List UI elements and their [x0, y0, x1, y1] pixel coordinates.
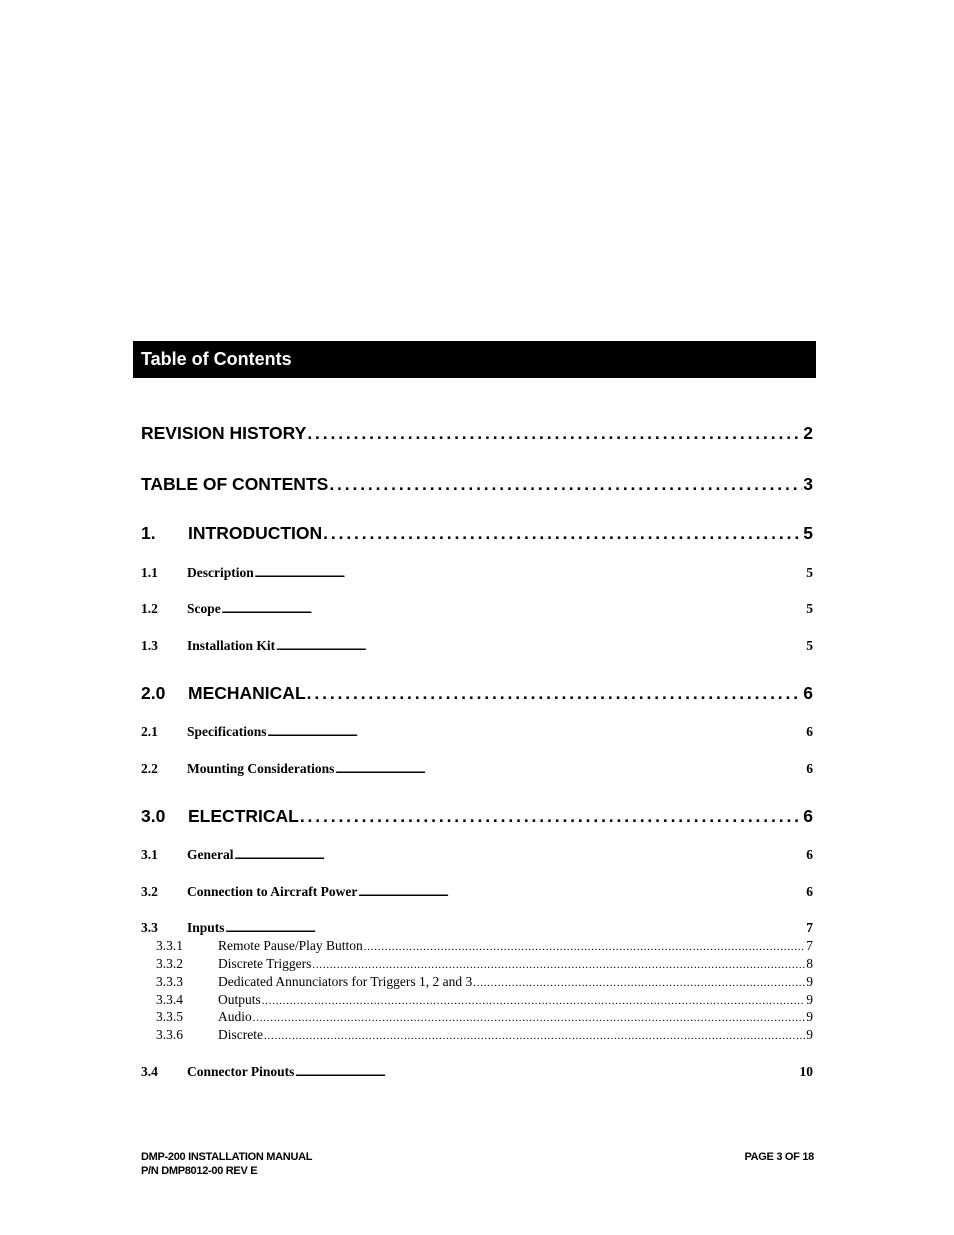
toc-entry-title: Specifications [187, 724, 267, 739]
toc-dot-leader [364, 938, 806, 954]
toc-entry[interactable] [141, 847, 813, 863]
toc-entry[interactable] [141, 806, 813, 827]
toc-entry-title: Description [187, 565, 254, 580]
toc-entry[interactable] [141, 683, 813, 704]
toc-entry-page: 7 [806, 920, 813, 935]
toc-entry[interactable] [141, 761, 813, 777]
toc-entry-title: Audio [218, 1009, 252, 1024]
toc-entry[interactable] [156, 938, 813, 954]
toc-entry-page: 3 [803, 474, 813, 494]
toc-entry[interactable] [141, 523, 813, 544]
toc-entry[interactable] [156, 974, 813, 990]
toc-dot-leader [262, 992, 805, 1008]
toc-entry-page: 6 [806, 761, 813, 776]
toc-entry[interactable] [141, 423, 813, 444]
footer-manual-title: DMP-200 INSTALLATION MANUAL [141, 1151, 313, 1163]
toc-entry-title: Inputs [187, 920, 225, 935]
toc-entry-number: 3.3.4 [156, 992, 183, 1007]
toc-entry-number: 3.3.1 [156, 938, 183, 953]
toc-dot-leader [255, 565, 806, 581]
toc-entry-number: 3.3.6 [156, 1027, 183, 1042]
toc-entry-title: Remote Pause/Play Button [218, 938, 363, 953]
toc-entry-title: TABLE OF CONTENTS [141, 474, 329, 494]
toc-dot-leader [473, 974, 805, 990]
toc-entry[interactable] [141, 920, 813, 936]
toc-dot-leader [268, 724, 806, 740]
toc-entry-number: 1.2 [141, 601, 158, 616]
toc-entry-page: 5 [806, 601, 813, 616]
toc-entry-number: 2.1 [141, 724, 158, 739]
toc-entry-number: 3.0 [141, 806, 166, 826]
toc-entry-number: 1.3 [141, 638, 158, 653]
toc-entry-title: Discrete Triggers [218, 956, 312, 971]
toc-entry-title: Mounting Considerations [187, 761, 335, 776]
toc-entry-page: 5 [806, 638, 813, 653]
toc-entry-page: 6 [806, 884, 813, 899]
toc-entry-title: INTRODUCTION [188, 523, 323, 543]
toc-dot-leader [226, 920, 806, 936]
toc-entry-number: 2.0 [141, 683, 166, 703]
toc-entry-title: Outputs [218, 992, 261, 1007]
footer-left [141, 1150, 312, 1178]
toc-dot-leader [335, 761, 805, 777]
toc-entry-title: ELECTRICAL [188, 806, 299, 826]
toc-dot-leader [264, 1027, 805, 1043]
toc-entry-page: 6 [803, 683, 813, 703]
toc-dot-leader [307, 423, 802, 444]
toc-entry-page: 6 [803, 806, 813, 826]
toc-entry[interactable] [141, 638, 813, 654]
toc-entry-number: 3.3.2 [156, 956, 183, 971]
toc-entry-page: 6 [806, 724, 813, 739]
toc-entry[interactable] [141, 724, 813, 740]
toc-entry-title: Connector Pinouts [187, 1064, 295, 1079]
toc-entry-page: 8 [806, 956, 813, 971]
toc-dot-leader [222, 601, 806, 617]
toc-dot-leader [307, 683, 803, 704]
toc-entry[interactable] [141, 565, 813, 581]
toc-entry[interactable] [141, 884, 813, 900]
footer-page-number: PAGE 3 OF 18 [744, 1151, 814, 1163]
toc-entry-title: Dedicated Annunciators for Triggers 1, 2 and 3 [218, 974, 473, 989]
toc-entry-number: 1.1 [141, 565, 158, 580]
toc-entry-number: 3.3 [141, 920, 158, 935]
toc-dot-leader [300, 806, 802, 827]
toc-entry[interactable] [156, 1027, 813, 1043]
toc-entry-title: Installation Kit [187, 638, 276, 653]
toc-entry-title: MECHANICAL [188, 683, 306, 703]
toc-entry[interactable] [141, 474, 813, 495]
toc-entry[interactable] [156, 956, 813, 972]
toc-entry[interactable] [156, 992, 813, 1008]
toc-entry-page: 10 [799, 1064, 813, 1079]
toc-entry-number: 3.1 [141, 847, 158, 862]
toc-entry-page: 9 [806, 1027, 813, 1042]
toc-dot-leader [253, 1009, 806, 1025]
toc-dot-leader [295, 1064, 798, 1080]
toc-entry-page: 2 [803, 423, 813, 443]
toc-entry[interactable] [141, 1064, 813, 1080]
toc-entry-page: 9 [806, 992, 813, 1007]
toc-banner: Table of Contents [133, 341, 816, 378]
toc-entry-page: 5 [803, 523, 813, 543]
toc-dot-leader [312, 956, 805, 972]
toc-entry-number: 1. [141, 523, 156, 543]
toc-entry-number: 3.3.3 [156, 974, 183, 989]
toc-entry-title: REVISION HISTORY [141, 423, 307, 443]
toc-dot-leader [329, 474, 802, 495]
footer-part-number: P/N DMP8012-00 REV E [141, 1165, 258, 1177]
toc-entry-title: Discrete [218, 1027, 263, 1042]
toc-entry[interactable] [141, 601, 813, 617]
toc-entry-title: Connection to Aircraft Power [187, 884, 358, 899]
toc-entry-number: 3.2 [141, 884, 158, 899]
toc-entry[interactable] [156, 1009, 813, 1025]
toc-entry-number: 2.2 [141, 761, 158, 776]
toc-dot-leader [276, 638, 805, 654]
toc-entry-page: 6 [806, 847, 813, 862]
toc-dot-leader [235, 847, 806, 863]
toc-entry-title: General [187, 847, 234, 862]
toc-entry-page: 9 [806, 974, 813, 989]
toc-dot-leader [358, 884, 805, 900]
toc-entry-number: 3.3.5 [156, 1009, 183, 1024]
toc-dot-leader [323, 523, 802, 544]
toc-entry-page: 7 [806, 938, 813, 953]
toc-entry-title: Scope [187, 601, 221, 616]
toc-entry-page: 5 [806, 565, 813, 580]
toc-entry-page: 9 [806, 1009, 813, 1024]
toc-entry-number: 3.4 [141, 1064, 158, 1079]
